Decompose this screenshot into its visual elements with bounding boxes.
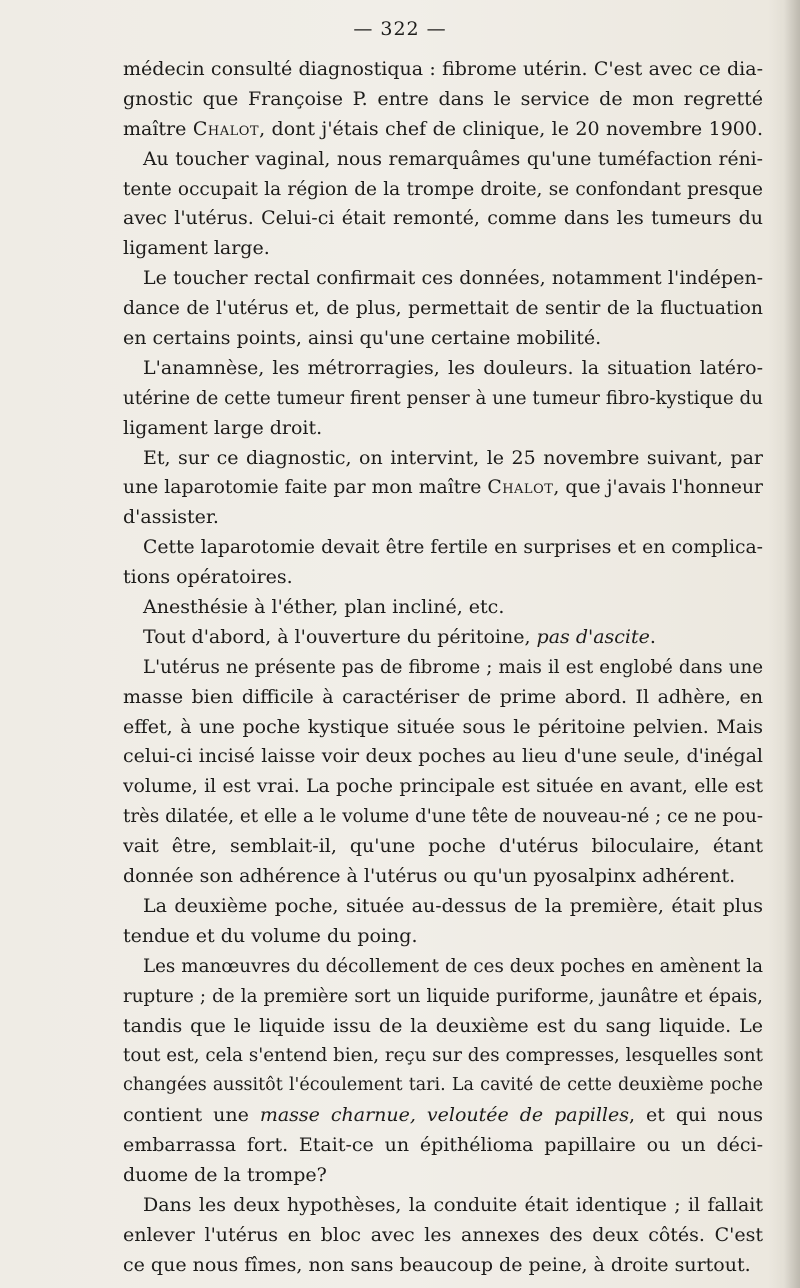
- text-line: [123, 1101, 763, 1131]
- italic-phrase: masse charnue, veloutée de papilles: [259, 1104, 630, 1127]
- text-run: une laparotomie faite par mon maître: [123, 477, 488, 499]
- text-line: masse bien difficile à caractériser de prime abord. Il adhère, en: [123, 685, 763, 708]
- text-line: La deuxième poche, située au-dessus de la première, était plus: [143, 894, 763, 917]
- text-run: Tout d'abord, à l'ouverture du péritoine,: [143, 625, 537, 648]
- text-line: enlever l'utérus en bloc avec les annexes des deux côtés. C'est: [123, 1223, 763, 1246]
- text-line: vait être, semblait-il, qu'une poche d'utérus biloculaire, étant: [123, 835, 763, 858]
- text-line: ligament large.: [123, 237, 270, 260]
- text-run: , dont j'étais chef de clinique, le 20 novembre 1900.: [259, 117, 763, 140]
- text-line: effet, à une poche kystique située sous le péritoine pelvien. Mais: [123, 715, 763, 738]
- text-line: Cette laparotomie devait être fertile en surprises et en complica-: [143, 537, 763, 559]
- text-line: changées aussitôt l'écoulement tari. La cavité de cette deuxième poche: [123, 1075, 763, 1096]
- text-line: L'anamnèse, les métrorragies, les douleurs. la situation latéro-: [143, 356, 763, 379]
- text-line: [123, 115, 763, 145]
- italic-run: [260, 1104, 629, 1126]
- text-line: L'utérus ne présente pas de fibrome ; mais il est englobé dans une: [143, 656, 763, 678]
- text-line: Le toucher rectal confirmait ces données, notamment l'indépen-: [143, 267, 763, 290]
- text-line: tandis que le liquide issu de la deuxième est du sang liquide. Le: [123, 1014, 763, 1037]
- text-line: ligament large droit.: [123, 416, 323, 439]
- text-line: ce que nous fîmes, non sans beaucoup de peine, à droite surtout.: [123, 1253, 751, 1276]
- text-line: dance de l'utérus et, de plus, permettait de sentir de la fluctuation: [123, 298, 763, 320]
- text-line: embarrassa fort. Etait-ce un épithélioma papillaire ou un déci-: [123, 1134, 763, 1157]
- text-line: donnée son adhérence à l'utérus ou qu'un pyosalpinx adhérent.: [123, 865, 736, 888]
- text-run: , que j'avais l'honneur: [553, 477, 763, 499]
- text-run: .: [649, 625, 656, 648]
- text-line: médecin consulté diagnostiqua : fibrome utérin. C'est avec ce dia-: [123, 58, 763, 80]
- text-line: tente occupait la région de la trompe droite, se confondant presque: [123, 178, 763, 200]
- italic-phrase: pas d'ascite: [536, 625, 650, 648]
- text-line: volume, il est vrai. La poche principale est située en avant, elle est: [123, 776, 763, 798]
- page-edge-shadow: [784, 0, 800, 1288]
- text-line: duome de la trompe?: [123, 1163, 327, 1186]
- body-text: [123, 55, 763, 1281]
- text-line: en certains points, ainsi qu'une certaine mobilité.: [123, 327, 602, 350]
- text-line: très dilatée, et elle a le volume d'une tête de nouveau-né ; ce ne pou-: [123, 806, 763, 828]
- text-line: rupture ; de la première sort un liquide puriforme, jaunâtre et épais,: [123, 985, 763, 1007]
- text-line: Dans les deux hypothèses, la conduite était identique ; il fallait: [143, 1193, 763, 1216]
- page-number: — 322 —: [353, 18, 447, 40]
- text-line: [123, 473, 763, 503]
- text-line: tout est, cela s'entend bien, reçu sur des compresses, lesquelles sont: [123, 1045, 763, 1067]
- text-line: Les manœuvres du décollement de ces deux poches en amènent la: [143, 955, 763, 977]
- text-line: gnostic que Françoise P. entre dans le service de mon regretté: [123, 87, 763, 110]
- text-line: Au toucher vaginal, nous remarquâmes qu'une tuméfaction réni-: [143, 148, 763, 170]
- text-line: avec l'utérus. Celui-ci était remonté, comme dans les tumeurs du: [123, 207, 763, 230]
- text-line: [123, 623, 763, 653]
- italic-run: [537, 626, 650, 648]
- text-line: Et, sur ce diagnostic, on intervint, le 25 novembre suivant, par: [143, 446, 763, 469]
- text-line: d'assister.: [123, 506, 219, 529]
- text-line: tions opératoires.: [123, 566, 293, 589]
- text-run: maître: [123, 117, 193, 140]
- author-name: Chalot: [487, 477, 554, 499]
- text-line: utérine de cette tumeur firent penser à une tumeur fibro-kystique du: [123, 387, 763, 409]
- author-name: Chalot: [192, 117, 260, 140]
- text-line: tendue et du volume du poing.: [123, 924, 418, 947]
- text-line: celui-ci incisé laisse voir deux poches au lieu d'une seule, d'inégal: [123, 745, 763, 768]
- text-run: , et qui nous: [629, 1104, 763, 1127]
- text-line: Anesthésie à l'éther, plan incliné, etc.: [143, 596, 505, 619]
- text-run: contient une: [123, 1104, 260, 1127]
